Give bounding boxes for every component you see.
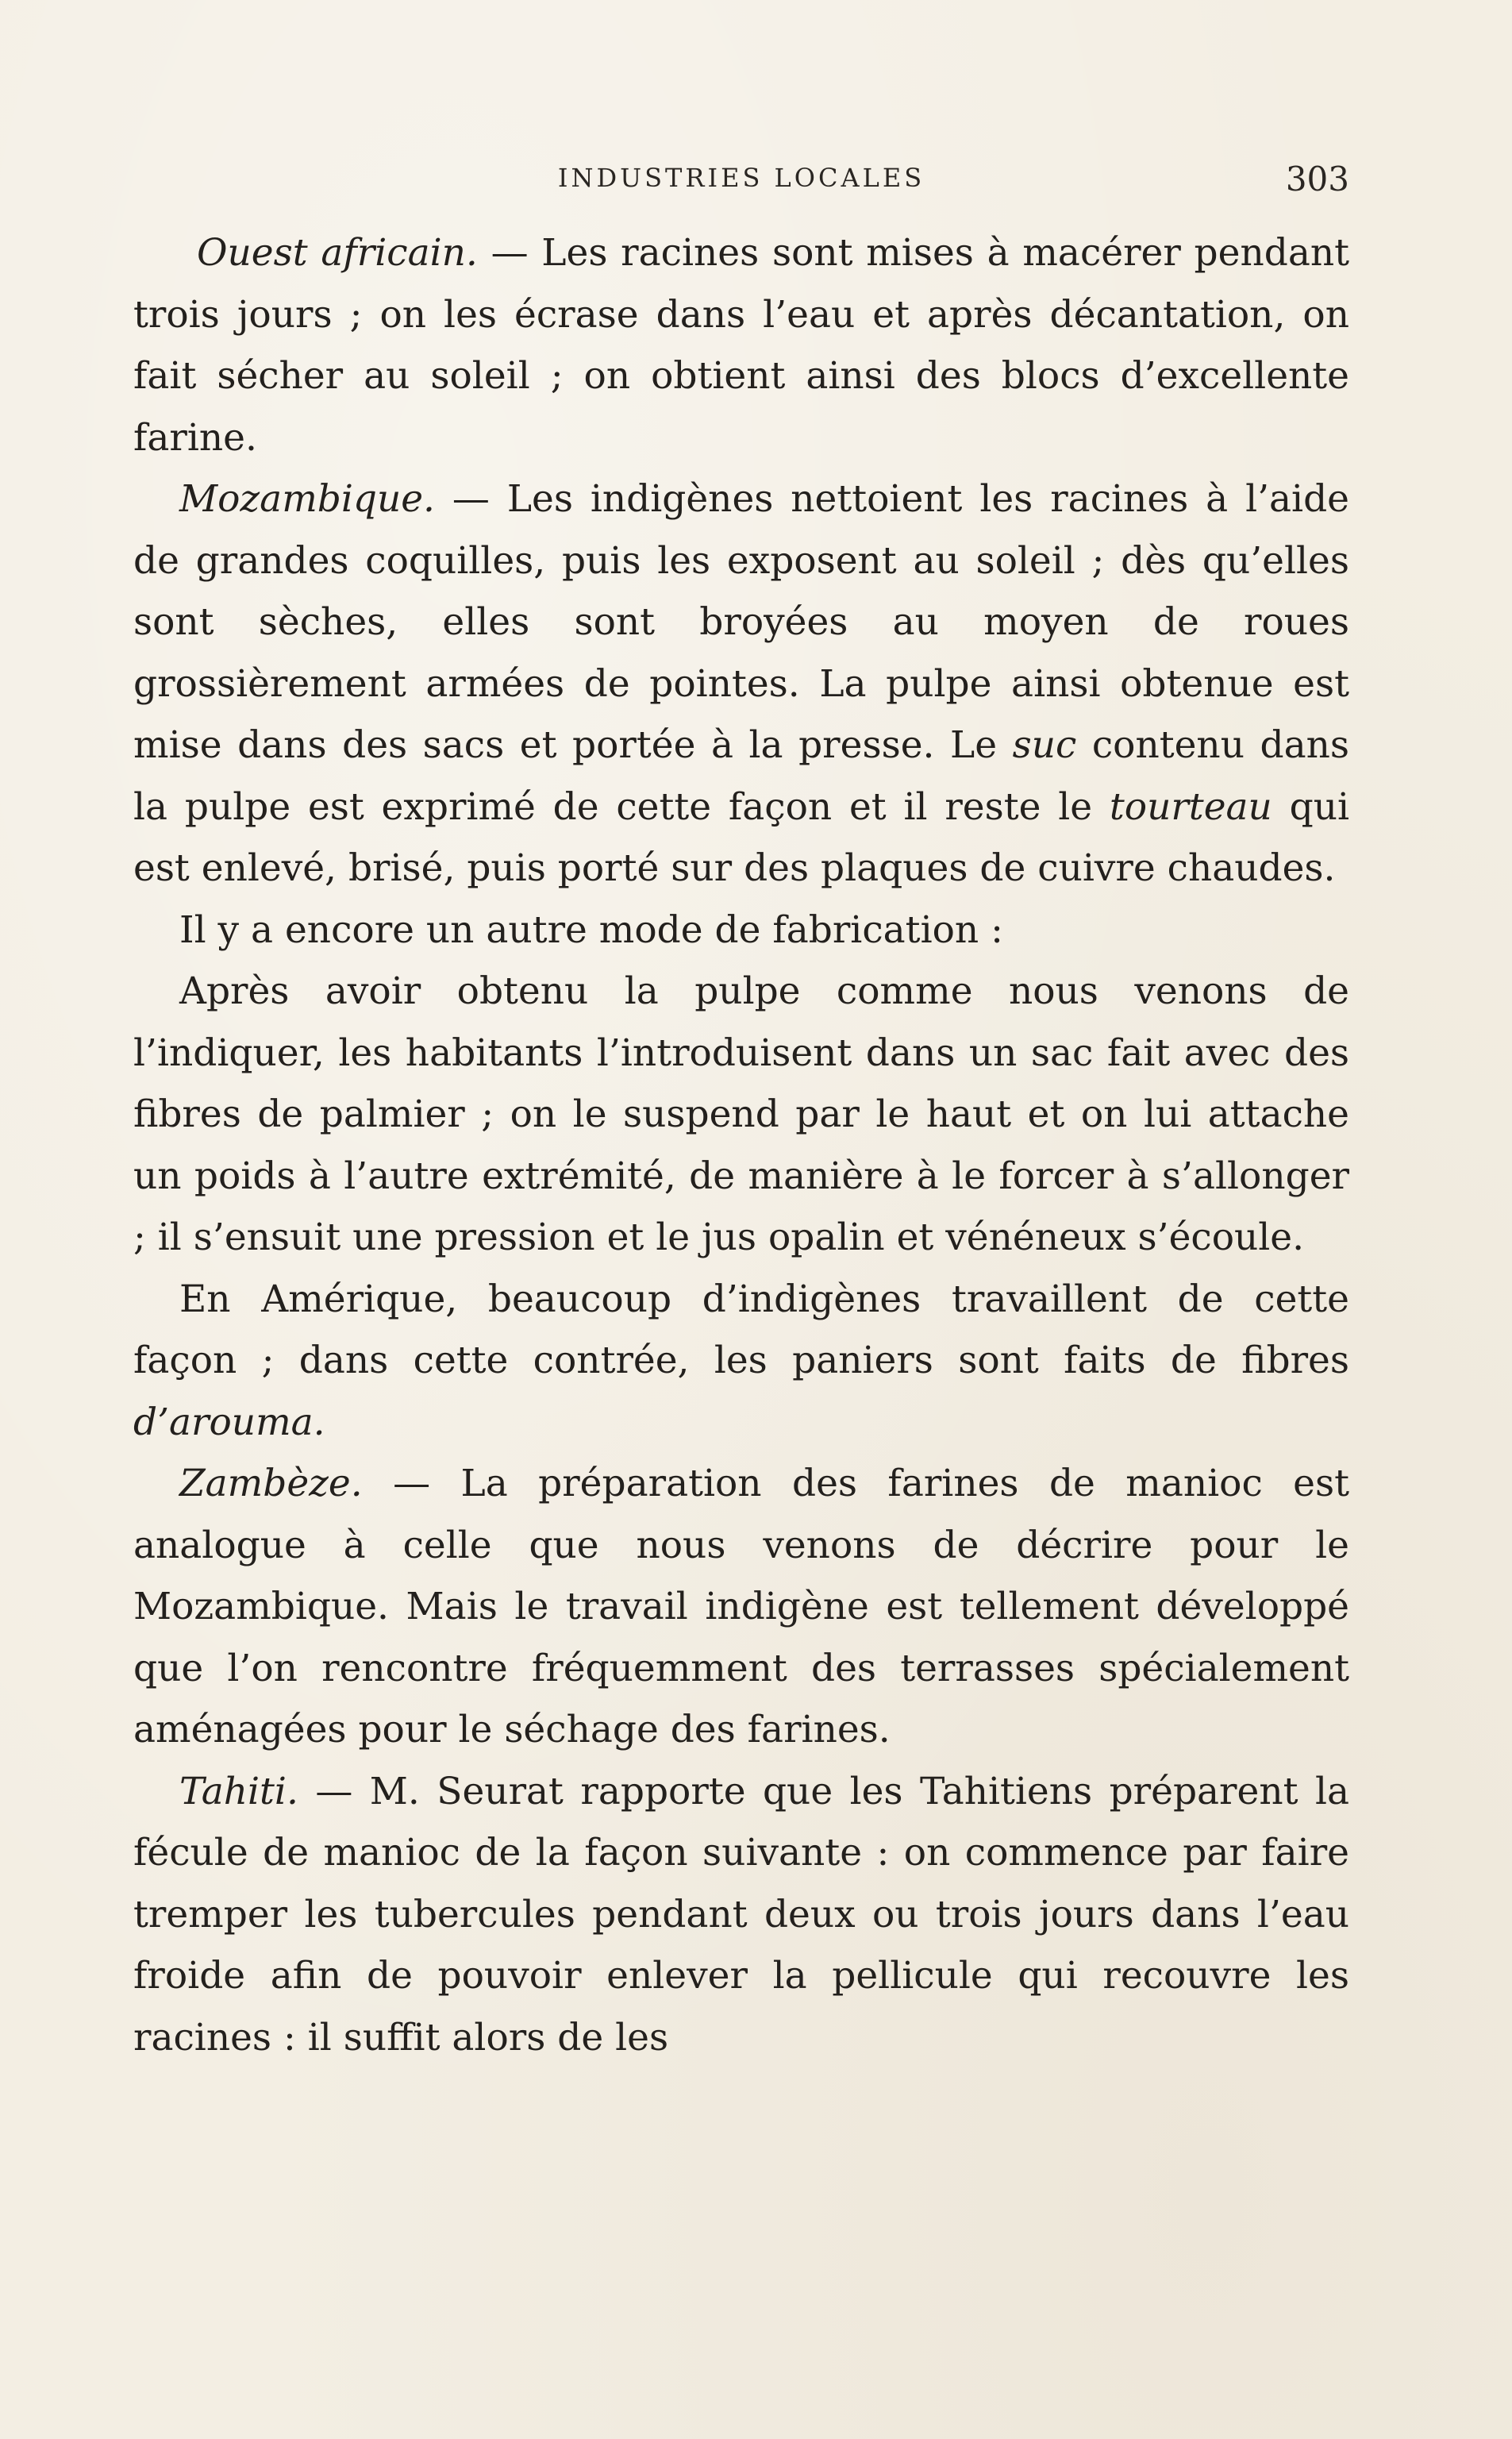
paragraph-text: contenu dans la pulpe est exprimé de cette façon et il reste le [133, 723, 1350, 829]
paragraph-mozambique [133, 468, 1349, 900]
italic-term: tourteau [1109, 784, 1272, 829]
paragraph-text: Après avoir obtenu la pulpe comme nous venons de l’indiquer, les habitants l’introduisent dans un sac fait avec des fibres de palmier ; on le suspend par le haut et on lui attache un poids à l’autre extrémité, de manière à le forcer à s’allonger ; il s’ensuit une pression et le jus opalin et vénéneux s’écoule. [133, 969, 1349, 1259]
paragraph-text: — M. Seurat rapporte que les Tahitiens préparent la fécule de manioc de la façon suivante : on commence par faire tremper les tubercules pendant deux ou trois jours dans l’eau froide afin de pouvoir enlever la pellicule qui recouvre les racines : il suffit alors de les [133, 1769, 1349, 2059]
italic-term: d’arouma. [133, 1400, 325, 1444]
paragraph-ouest-africain [133, 222, 1349, 468]
page-header [133, 160, 1349, 202]
paragraph-tahiti [133, 1761, 1349, 2069]
paragraph-autre-mode [133, 900, 1349, 961]
paragraph-text: Il y a encore un autre mode de fabrication : [179, 907, 1003, 952]
paragraph-amerique [133, 1269, 1349, 1454]
paragraph-text: — La préparation des farines de manioc est analogue à celle que nous venons de décrire pour le Mozambique. Mais le travail indigène est tellement développé que l’on rencontre fréquemment des terrasses spécialement aménagées pour le séchage des farines. [133, 1462, 1349, 1751]
body-text [133, 222, 1349, 2068]
paragraph-text: qui est enlevé, brisé, puis porté sur des plaques de cuivre chaudes. [133, 784, 1349, 890]
paragraph-text: — Les indigènes nettoient les racines à l’aide de grandes coquilles, puis les exposent au soleil ; dès qu’elles sont sèches, elles sont broyées au moyen de roues grossièrement armées de pointes. La pulpe ainsi obtenue est mise dans des sacs et portée à la presse. Le [133, 477, 1349, 767]
paragraph-zambeze [133, 1453, 1349, 1761]
paragraph-apres-avoir [133, 961, 1349, 1269]
section-lead: Tahiti. [179, 1769, 298, 1813]
paragraph-text: — Les racines sont mises à macérer pendant trois jours ; on les écrase dans l’eau et après décantation, on fait sécher au soleil ; on obtient ainsi des blocs d’excellente farine. [133, 231, 1349, 460]
section-lead: Mozambique. [179, 477, 436, 521]
section-lead: Zambèze. [179, 1462, 363, 1505]
running-title: INDUSTRIES LOCALES [557, 163, 925, 193]
paragraph-text: En Amérique, beaucoup d’indigènes travaillent de cette façon ; dans cette contrée, les paniers sont faits de fibres [133, 1277, 1349, 1382]
italic-term: suc [1012, 723, 1077, 767]
page-number: 303 [1285, 160, 1349, 198]
section-lead: Ouest africain. [197, 231, 478, 275]
